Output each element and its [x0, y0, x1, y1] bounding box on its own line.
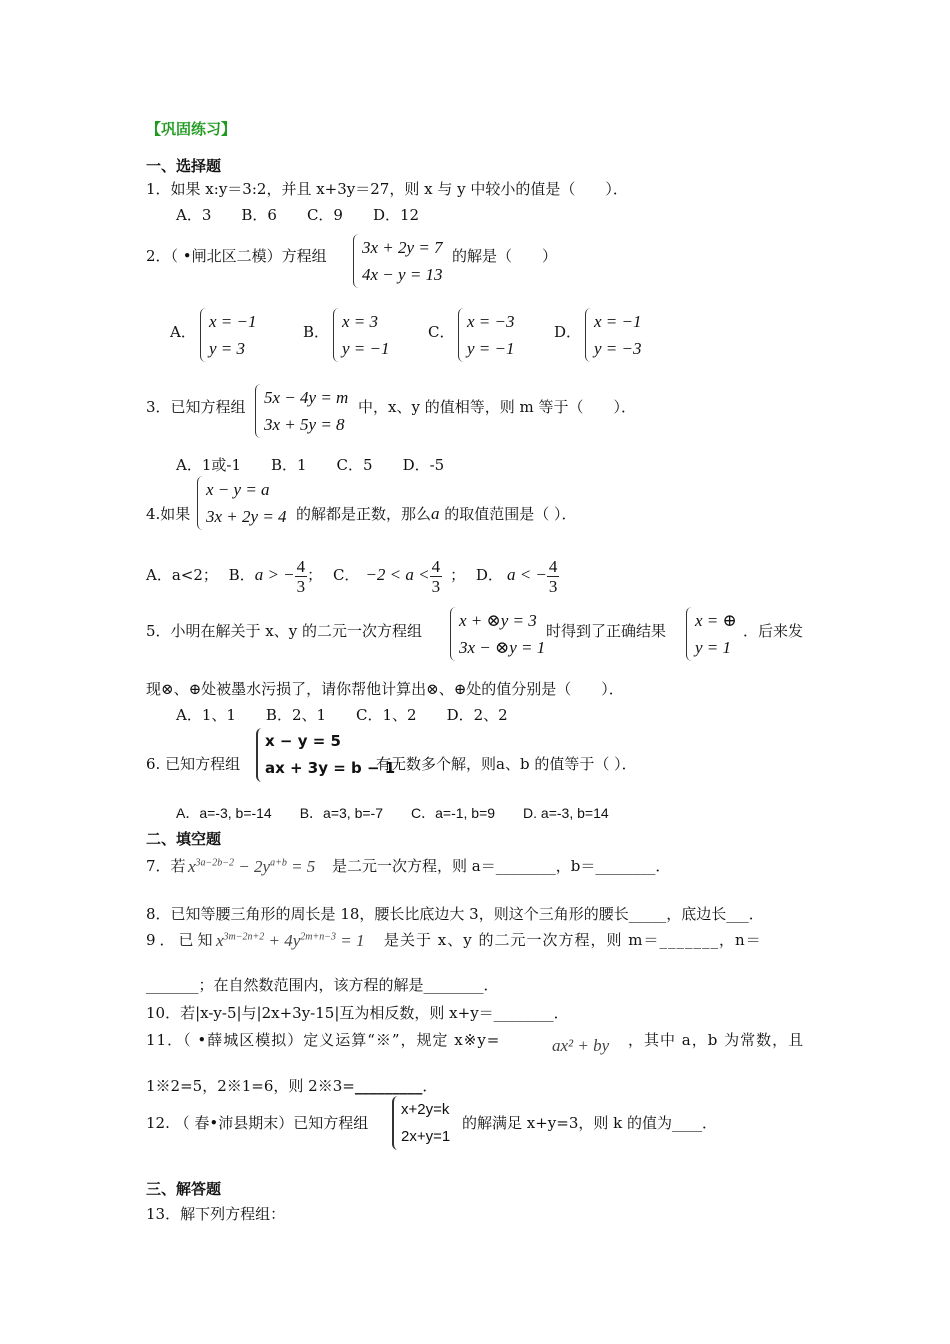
brace-icon: [585, 308, 592, 362]
question-9-suffix: 是关于 x、y 的二元一次方程，则 m＝_______，n＝: [384, 931, 762, 949]
brace-icon: [255, 384, 262, 438]
brace-icon: [200, 308, 207, 362]
question-6-suffix: 有无数多个解，则a、b 的值等于（ ）．: [376, 755, 637, 773]
option-d-label: D．: [475, 566, 503, 584]
question-3-system: 5x − 4y = m 3x + 5y = 8: [255, 384, 348, 438]
brace-icon: [686, 607, 693, 661]
separator: ；: [450, 566, 466, 584]
question-4-prefix: 4.如果: [146, 505, 191, 523]
option-c-label: C．: [332, 566, 360, 584]
question-9-prefix: 9．已知: [146, 931, 217, 949]
question-7-suffix: 是二元一次方程，则 a＝________，b＝________．: [332, 857, 671, 875]
term-x: x: [216, 931, 224, 950]
question-2-option-a: x = −1 y = 3: [200, 308, 257, 362]
numerator: 4: [431, 556, 441, 576]
question-4-suffix: [296, 503, 577, 524]
question-3-options: A．1或-1 B．1 C．5 D．-5: [176, 456, 445, 474]
question-6-system: x − y = 5 ax + 3y = b − 1: [256, 728, 395, 782]
period: ．: [422, 1077, 438, 1095]
question-7-equation: [188, 857, 315, 877]
question-1: 1．如果 x:y＝3:2，并且 x+3y＝27，则 x 与 y 中较小的值是（ ）．: [146, 180, 628, 198]
question-2-option-c: x = −3 y = −1: [458, 308, 515, 362]
question-7-prefix: 7．若: [146, 857, 186, 875]
option-a: A．a<2；: [146, 566, 218, 584]
question-4-options: [146, 553, 559, 597]
question-2-option-a-label: A．: [170, 323, 196, 341]
option-b-label: B．: [228, 566, 255, 584]
question-3-prefix: 3．已知方程组: [146, 398, 246, 416]
question-5-options: A．1、1 B．2、1 C．1、2 D．2、2: [176, 706, 508, 724]
brace-icon: [353, 234, 360, 288]
denominator: 3: [431, 576, 441, 596]
term-y: + 4y: [264, 931, 301, 950]
brace-icon: [256, 728, 264, 782]
term-x: x: [188, 857, 196, 876]
rhs: = 5: [286, 857, 316, 876]
option-b-fraction: [295, 557, 308, 596]
question-5-system: x + ⊗y = 3 3x − ⊗y = 1: [450, 607, 545, 661]
question-2-prefix: 2．（ •闸北区二模）方程组: [146, 247, 327, 265]
question-13: 13．解下列方程组：: [146, 1205, 286, 1223]
question-3-suffix: 中，x、y 的值相等，则 m 等于（ ）．: [358, 398, 636, 416]
option-c-expr: −2 < a <: [365, 565, 430, 584]
option-c-fraction: [430, 557, 443, 596]
question-2-option-b: x = 3 y = −1: [333, 308, 390, 362]
exponent-1: 3a−2b−2: [195, 857, 235, 869]
question-11-suffix: ，其中 a，b 为常数，且: [628, 1031, 805, 1049]
question-12-suffix: [462, 1112, 717, 1133]
exponent-2: 2m+n−3: [300, 931, 337, 943]
question-8: 8．已知等腰三角形的周长是 18，腰长比底边大 3，则这个三角形的腰长_____，底边长___．: [146, 905, 764, 923]
option-b-expr: a > −: [254, 565, 295, 584]
question-5-prefix: 5．小明在解关于 x、y 的二元一次方程组: [146, 622, 423, 640]
question-9-line2: _______；在自然数范围内，该方程的解是________．: [146, 976, 499, 994]
question-1-options: A．3 B．6 C．9 D．12: [176, 206, 420, 224]
numerator: 4: [548, 556, 558, 576]
brace-icon: [392, 1096, 400, 1150]
section-heading-choice: 一、选择题: [146, 157, 222, 175]
question-10: 10．若|x-y-5|与|2x+3y-15|互为相反数，则 x+y＝________．: [146, 1004, 569, 1022]
exponent-2: a+b: [270, 857, 287, 869]
option-d-fraction: [547, 557, 560, 596]
option-d-expr: a < −: [506, 565, 547, 584]
question-12-system: x+2y=k 2x+y=1: [392, 1096, 450, 1150]
exponent-1: 3m−2n+2: [223, 931, 265, 943]
question-2-option-b-label: B．: [303, 323, 330, 341]
question-11-prefix: 11．（ •薛城区模拟）定义运算“※”，规定 x※y=: [146, 1031, 501, 1049]
term-y: − 2y: [234, 857, 271, 876]
variable-a: a: [431, 504, 440, 523]
question-11-line2-text: 1※2=5，2※1=6，则 2※3=: [146, 1077, 355, 1095]
question-11-line2: [146, 1075, 437, 1096]
question-12-prefix: 12. （ 春•沛县期末）已知方程组: [146, 1114, 369, 1132]
brace-icon: [197, 476, 204, 530]
question-2-system: 3x + 2y = 7 4x − y = 13: [353, 234, 443, 288]
question-12-suffix-text: 的解满足 x+y=3，则 k 的值为: [462, 1114, 673, 1132]
question-2-suffix: 的解是（ ）: [452, 247, 558, 265]
question-5-result: x = ⊕ y = 1: [686, 607, 737, 661]
section-heading-fill: 二、填空题: [146, 830, 222, 848]
answer-blank: _________: [354, 1077, 423, 1095]
question-6-options: A．a=-3, b=-14 B．a=3, b=-7 C．a=-1, b=9 D. a=-3, b=14: [176, 805, 609, 821]
answer-blank: ____: [672, 1114, 703, 1132]
question-2-option-d: x = −1 y = −3: [585, 308, 642, 362]
question-5-mid: 时得到了正确结果: [546, 622, 667, 640]
question-9-equation: [216, 931, 365, 951]
question-4-system: x − y = a 3x + 2y = 4: [197, 476, 287, 530]
question-6-prefix: 6. 已知方程组: [146, 755, 241, 773]
brace-icon: [458, 308, 465, 362]
section-heading-solve: 三、解答题: [146, 1180, 222, 1198]
question-4-suffix-a: 的解都是正数，那么: [296, 505, 432, 523]
question-2-option-c-label: C．: [428, 323, 455, 341]
period: ．: [702, 1114, 718, 1132]
question-4-suffix-b: 的取值范围是（ ）．: [439, 505, 577, 523]
brace-icon: [450, 607, 457, 661]
numerator: 4: [296, 556, 306, 576]
denominator: 3: [548, 576, 558, 596]
brace-icon: [333, 308, 340, 362]
denominator: 3: [296, 576, 306, 596]
separator: ；: [307, 566, 323, 584]
question-5-line2: 现⊗、⊕处被墨水污损了，请你帮他计算出⊗、⊕处的值分别是（ ）．: [146, 680, 624, 698]
page-title: 【巩固练习】: [146, 120, 237, 138]
rhs: = 1: [336, 931, 365, 950]
question-2-option-d-label: D．: [554, 323, 582, 341]
question-11-expr: ax² + by: [552, 1036, 610, 1055]
question-5-suffix: ．后来发: [743, 622, 804, 640]
